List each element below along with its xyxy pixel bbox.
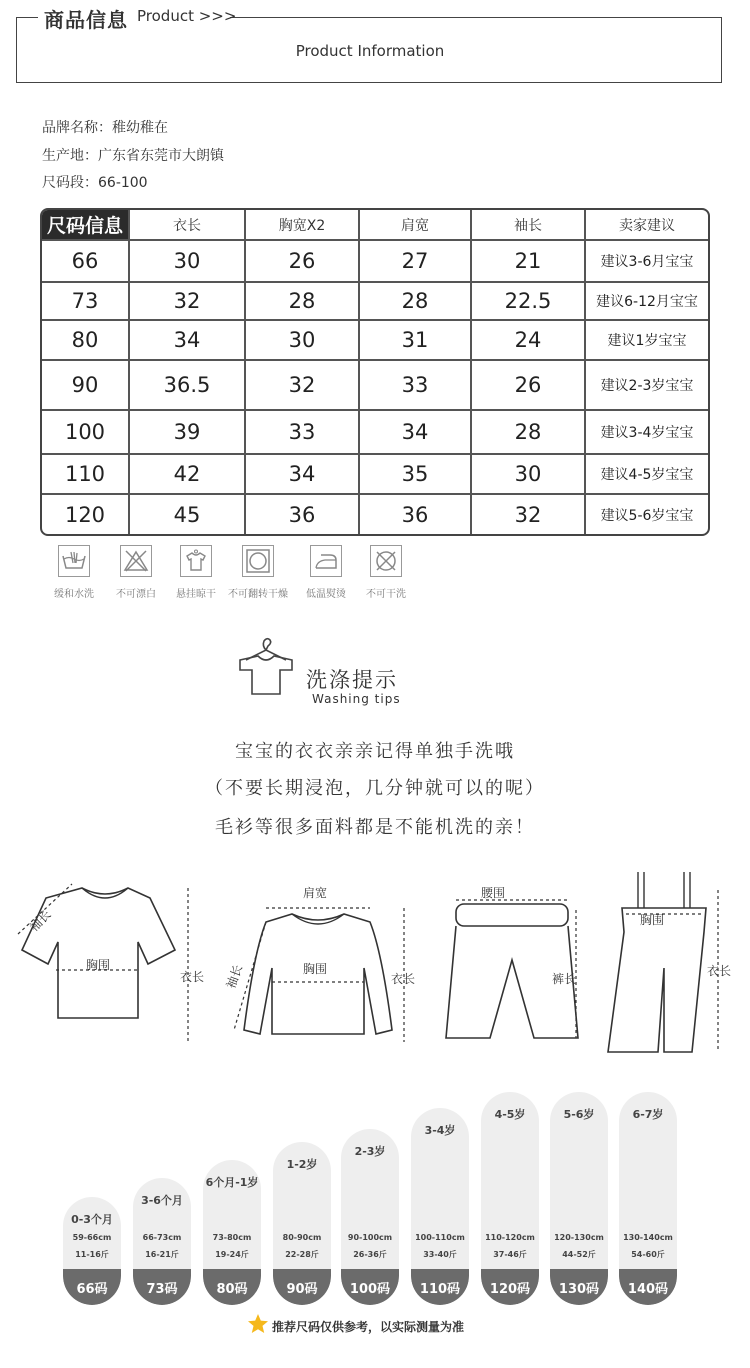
table-row — [42, 241, 708, 283]
size-height: 120-130cm — [554, 1233, 604, 1242]
size-pill — [550, 1092, 608, 1305]
size-weight: 44-52斤 — [562, 1250, 596, 1259]
sweater-length-label: 衣长 — [391, 972, 416, 986]
table-cell: 33 — [246, 411, 360, 453]
size-code: 80码 — [203, 1269, 261, 1305]
size-pill — [63, 1197, 121, 1305]
care-label: 不可翻转干燥 — [228, 589, 288, 600]
size-range: 尺码段：66-100 — [42, 175, 148, 191]
size-age: 3-4岁 — [424, 1124, 456, 1137]
size-code: 100码 — [341, 1269, 399, 1305]
size-weight: 37-46斤 — [493, 1250, 527, 1259]
pants-length-label: 裤长 — [552, 972, 577, 986]
size-height: 100-110cm — [415, 1233, 465, 1242]
care-label: 悬挂晾干 — [176, 589, 216, 600]
table-cell: 30 — [472, 455, 586, 493]
table-cell: 32 — [246, 361, 360, 409]
washing-subtitle: Washing tips — [312, 692, 401, 706]
table-cell: 120 — [42, 495, 130, 534]
size-height: 59-66cm — [72, 1233, 112, 1242]
size-age: 2-3岁 — [354, 1145, 386, 1158]
care-no-dry-clean — [363, 545, 409, 600]
washing-line: （不要长期浸泡，几分钟就可以的呢） — [205, 778, 545, 799]
care-no-tumble-dry — [228, 545, 288, 600]
size-pill — [341, 1129, 399, 1305]
table-cell: 28 — [472, 411, 586, 453]
table-cell: 73 — [42, 283, 130, 319]
pants-diagram — [440, 880, 590, 1050]
care-label: 缓和水洗 — [54, 589, 94, 600]
table-row — [42, 455, 708, 495]
header-cell: 卖家建议 — [619, 217, 675, 234]
header-cell: 肩宽 — [360, 210, 472, 239]
size-height: 130-140cm — [623, 1233, 673, 1242]
size-code: 120码 — [481, 1269, 539, 1305]
table-cell: 建议4-5岁宝宝 — [600, 467, 694, 483]
size-age: 6个月-1岁 — [205, 1176, 259, 1189]
low-iron-icon — [310, 545, 342, 577]
size-pill — [273, 1142, 331, 1305]
table-cell: 21 — [472, 241, 586, 281]
size-height: 110-120cm — [485, 1233, 535, 1242]
size-height: 73-80cm — [212, 1233, 252, 1242]
table-cell: 36 — [246, 495, 360, 534]
washing-line: 毛衫等很多面料都是不能机洗的亲！ — [215, 817, 535, 838]
table-cell: 110 — [42, 455, 130, 493]
table-cell: 建议3-4岁宝宝 — [600, 425, 694, 441]
size-age: 5-6岁 — [563, 1108, 595, 1121]
header-cell: 衣长 — [130, 210, 246, 239]
table-cell: 22.5 — [472, 283, 586, 319]
no-dry-clean-icon — [370, 545, 402, 577]
table-cell: 80 — [42, 321, 130, 359]
overalls-length-label: 衣长 — [707, 964, 732, 978]
size-age: 6-7岁 — [632, 1108, 664, 1121]
care-hand-wash — [51, 545, 97, 600]
care-label: 不可漂白 — [116, 589, 156, 600]
table-cell: 42 — [130, 455, 246, 493]
table-cell: 35 — [360, 455, 472, 493]
table-cell: 建议5-6岁宝宝 — [600, 507, 694, 524]
hang-dry-icon — [180, 545, 212, 577]
table-cell: 建议3-6月宝宝 — [600, 254, 694, 270]
size-code: 130码 — [550, 1269, 608, 1305]
header-title: 商品信息 — [44, 8, 128, 32]
sweater-sleeve-label: 袖长 — [223, 962, 246, 991]
size-pill — [133, 1178, 191, 1305]
table-row — [42, 321, 708, 361]
sweater-shoulder-label: 肩宽 — [303, 886, 328, 900]
size-weight: 11-16斤 — [75, 1250, 109, 1259]
care-label: 不可干洗 — [366, 589, 406, 600]
size-weight: 33-40斤 — [423, 1250, 457, 1259]
table-cell: 26 — [472, 361, 586, 409]
size-age: 1-2岁 — [286, 1158, 318, 1171]
table-cell: 100 — [42, 411, 130, 453]
hand-wash-icon — [58, 545, 90, 577]
header-cell: 袖长 — [472, 210, 586, 239]
table-row — [42, 283, 708, 321]
no-bleach-icon — [120, 545, 152, 577]
table-cell: 36 — [360, 495, 472, 534]
size-weight: 54-60斤 — [631, 1250, 665, 1259]
table-cell: 39 — [130, 411, 246, 453]
table-cell: 34 — [246, 455, 360, 493]
table-cell: 34 — [360, 411, 472, 453]
table-cell: 32 — [130, 283, 246, 319]
table-cell: 66 — [42, 241, 130, 281]
origin: 生产地：广东省东莞市大朗镇 — [42, 148, 224, 164]
table-cell: 28 — [360, 283, 472, 319]
table-cell: 90 — [42, 361, 130, 409]
table-cell: 24 — [472, 321, 586, 359]
table-cell: 30 — [130, 241, 246, 281]
table-cell: 45 — [130, 495, 246, 534]
shirt-hanger-icon — [236, 636, 296, 698]
size-code: 73码 — [133, 1269, 191, 1305]
table-cell: 34 — [130, 321, 246, 359]
washing-title: 洗涤提示 — [306, 668, 398, 692]
size-height: 80-90cm — [282, 1233, 322, 1242]
table-cell: 27 — [360, 241, 472, 281]
table-cell: 建议6-12月宝宝 — [596, 294, 698, 310]
size-note: 推荐尺码仅供参考，以实际测量为准 — [272, 1320, 465, 1334]
size-pill — [619, 1092, 677, 1305]
table-cell: 31 — [360, 321, 472, 359]
overalls-chest-label: 胸围 — [640, 913, 665, 927]
size-code: 90码 — [273, 1269, 331, 1305]
size-weight: 22-28斤 — [285, 1250, 319, 1259]
table-cell: 26 — [246, 241, 360, 281]
header-cell: 尺码信息 — [42, 210, 130, 239]
table-cell: 30 — [246, 321, 360, 359]
table-cell: 建议1岁宝宝 — [607, 333, 687, 349]
table-row — [42, 361, 708, 411]
size-height: 90-100cm — [347, 1233, 393, 1242]
table-row — [42, 495, 708, 534]
table-cell: 36.5 — [130, 361, 246, 409]
size-table — [40, 208, 710, 536]
header-info: Product Information — [295, 42, 445, 60]
size-age: 4-5岁 — [494, 1108, 526, 1121]
table-cell: 建议2-3岁宝宝 — [600, 378, 694, 394]
table-header-row — [42, 210, 708, 241]
tshirt-sleeve-label: 袖长 — [26, 907, 54, 935]
size-code: 66码 — [63, 1269, 121, 1305]
size-height: 66-73cm — [142, 1233, 182, 1242]
star-icon — [247, 1313, 269, 1335]
size-age: 0-3个月 — [71, 1213, 113, 1226]
brand-name: 品牌名称：稚幼稚在 — [42, 120, 168, 136]
header-cell: 胸宽X2 — [246, 210, 360, 239]
washing-line: 宝宝的衣衣亲亲记得单独手洗哦 — [235, 741, 515, 762]
table-cell: 28 — [246, 283, 360, 319]
care-hang-dry — [173, 545, 219, 600]
tshirt-chest-label: 胸围 — [86, 958, 111, 972]
size-weight: 26-36斤 — [353, 1250, 387, 1259]
size-pill — [203, 1160, 261, 1305]
sweater-chest-label: 胸围 — [303, 962, 328, 976]
size-code: 110码 — [411, 1269, 469, 1305]
size-weight: 19-24斤 — [215, 1250, 249, 1259]
size-weight: 16-21斤 — [145, 1250, 179, 1259]
size-code: 140码 — [619, 1269, 677, 1305]
care-label: 低温熨烫 — [306, 589, 346, 600]
size-pill — [481, 1092, 539, 1305]
pants-waist-label: 腰围 — [481, 886, 506, 900]
header-subtitle: Product >>> — [137, 7, 237, 25]
table-cell: 32 — [472, 495, 586, 534]
table-cell: 33 — [360, 361, 472, 409]
size-age: 3-6个月 — [141, 1194, 183, 1207]
size-pill — [411, 1108, 469, 1305]
table-row — [42, 411, 708, 455]
tshirt-length-label: 衣长 — [180, 970, 205, 984]
no-tumble-dry-icon — [242, 545, 274, 577]
